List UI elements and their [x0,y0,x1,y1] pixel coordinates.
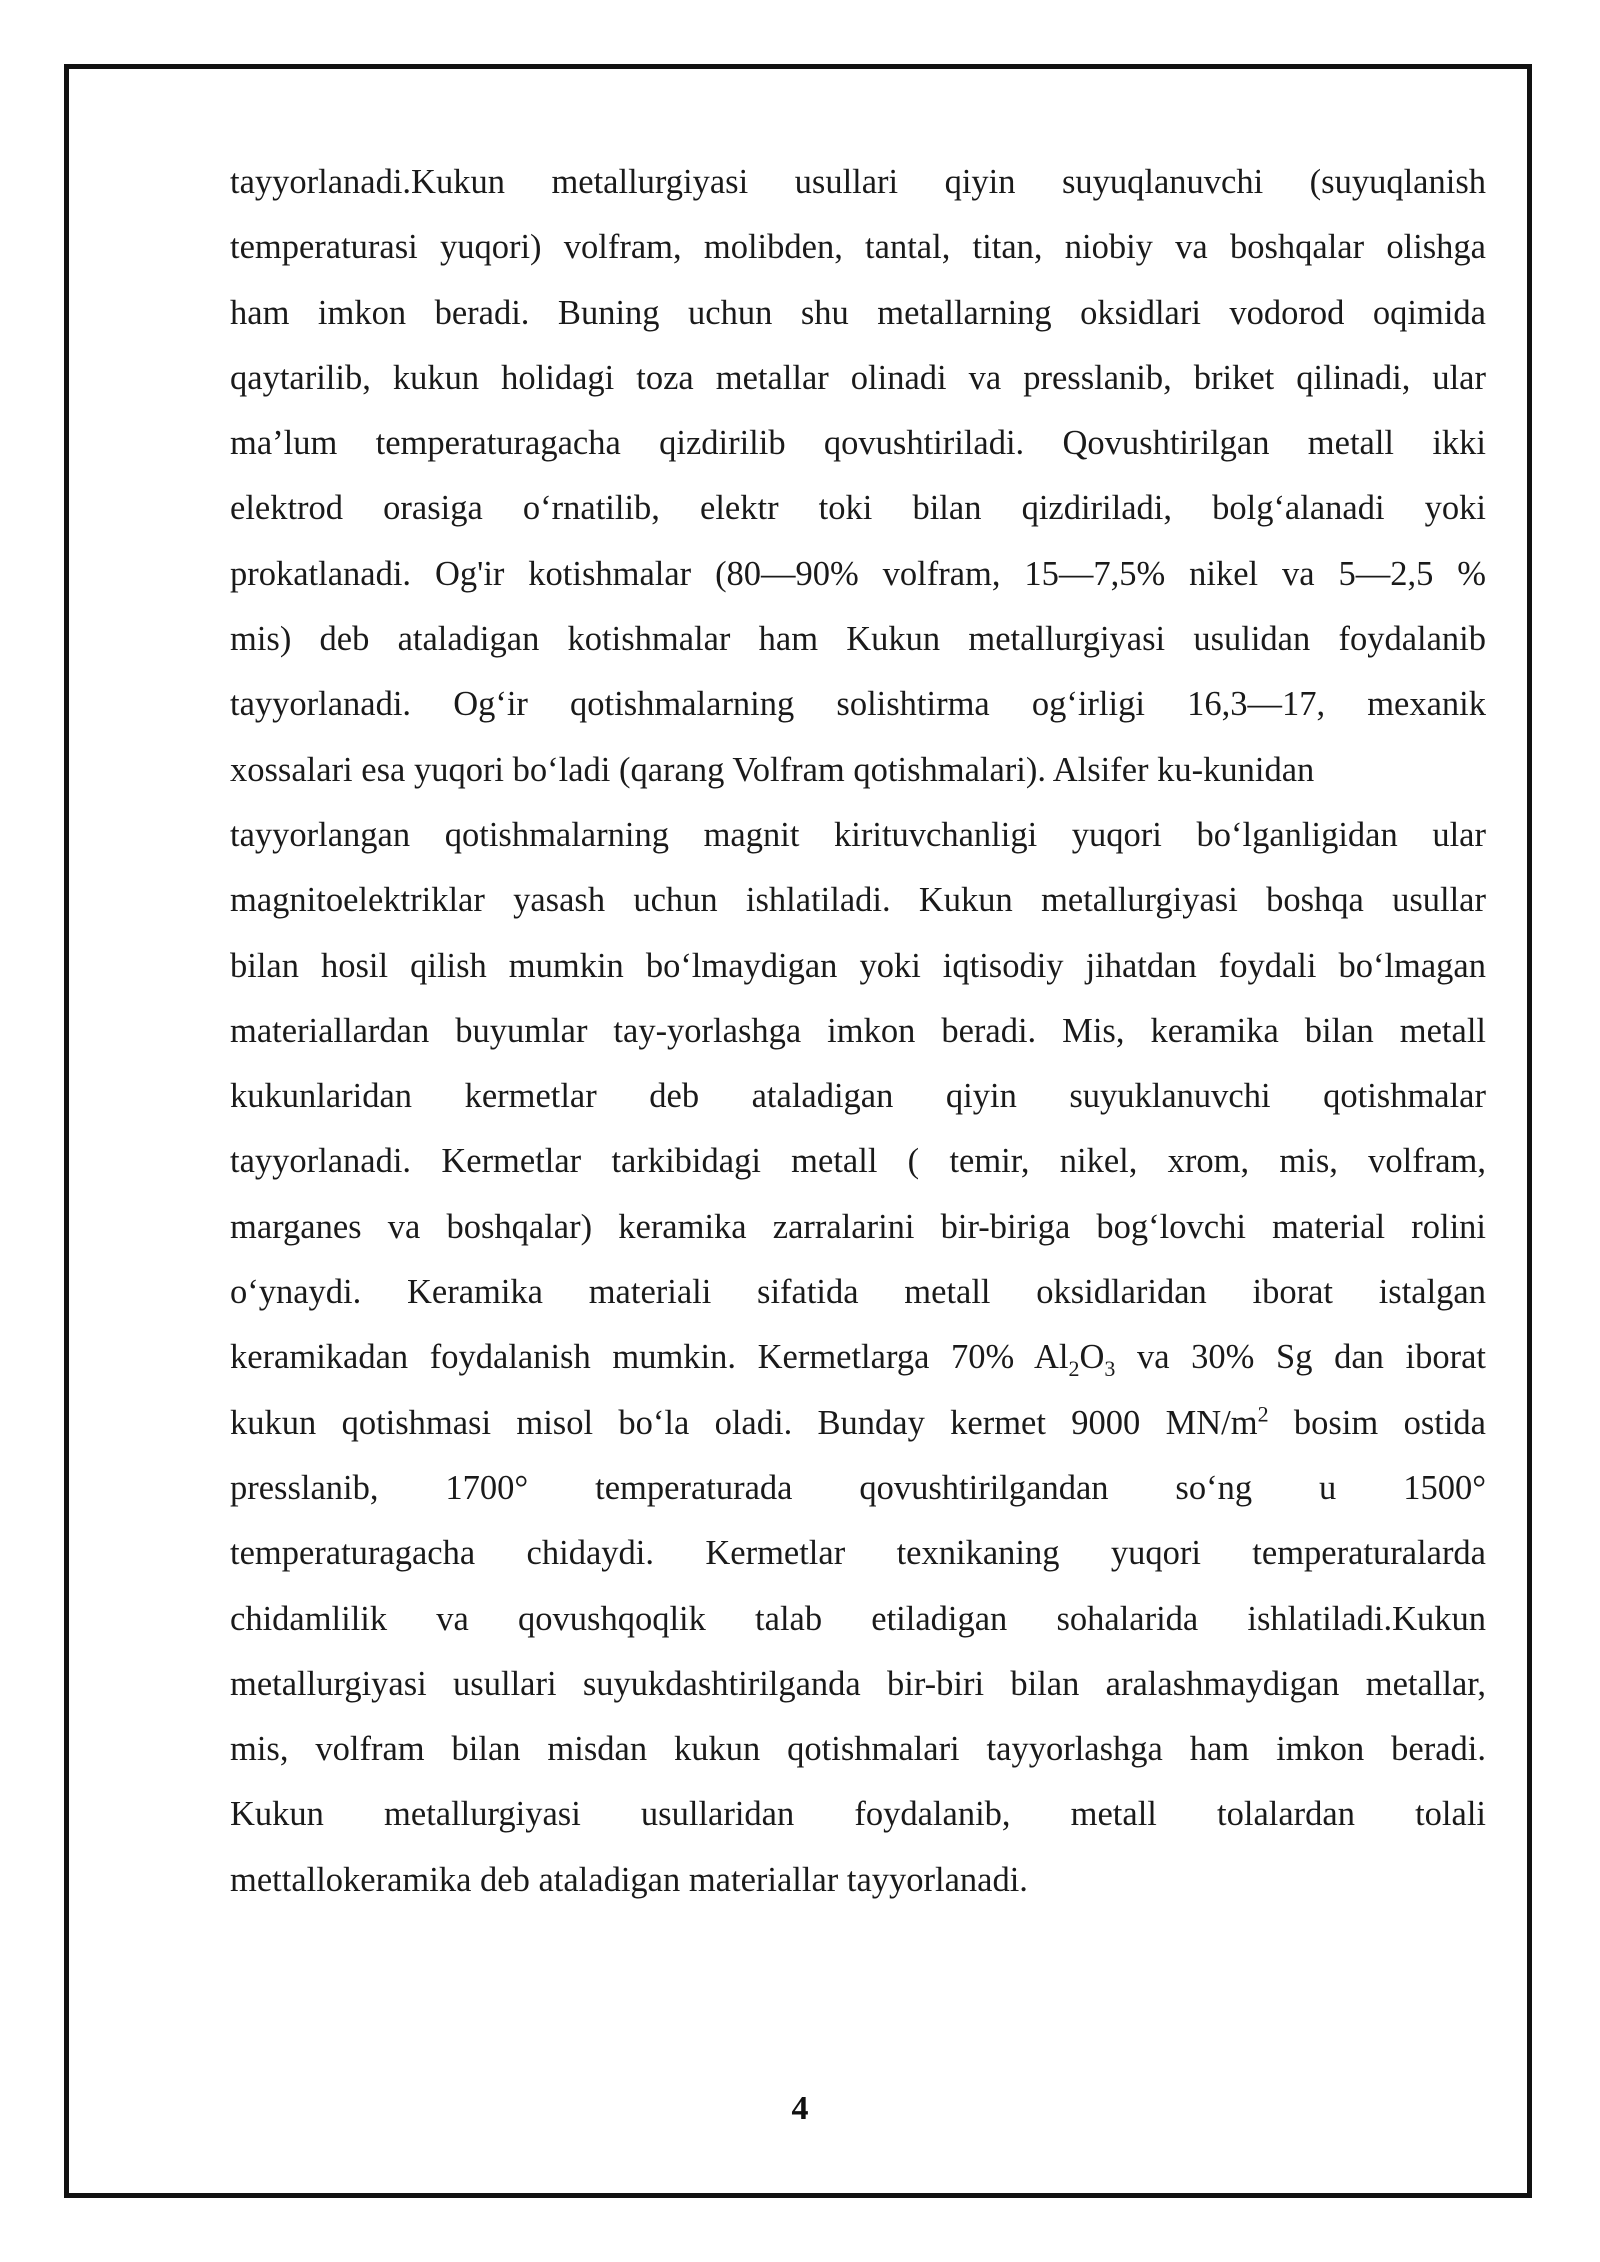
text-segment: va 30% Sg dan iborat [1115,1338,1486,1377]
text-line-unit [230,1391,1486,1456]
text-line: xossalari esa yuqori bo‘ladi (qarang Volfram qotishmalari). Alsifer ku-kunidan [230,750,1315,789]
text-line: Kukun metallurgiyasi usullaridan foydalanib, metall tolalardan tolali [230,1795,1486,1834]
text-segment: keramikadan foydalanish mumkin. Kermetlarga 70% Al [230,1338,1069,1377]
text-line: tayyorlanadi.Kukun metallurgiyasi usullari qiyin suyuqlanuvchi (suyuqlanish [230,163,1486,201]
text-line: magnitoelektriklar yasash uchun ishlatiladi. Kukun metallurgiyasi boshqa usullar [230,881,1486,920]
text-line: temperaturagacha chidaydi. Kermetlar texnikaning yuqori temperaturalarda [230,1534,1486,1573]
text-line: metallurgiyasi usullari suyukdashtirilganda bir-biri bilan aralashmaydigan metallar, [230,1664,1486,1703]
text-line: prokatlanadi. Og'ir kotishmalar (80—90% volfram, 15—7,5% nikel va 5—2,5 % [230,554,1486,593]
text-line: tayyorlangan qotishmalarning magnit kirituvchanligi yuqori bo‘lganligidan ular [230,815,1486,854]
body-text [230,150,1486,1913]
subscript: 2 [1068,1356,1080,1382]
text-segment: O [1079,1338,1105,1377]
text-line: mettallokeramika deb ataladigan materiallar tayyorlanadi. [230,1860,1028,1899]
text-line: chidamlilik va qovushqoqlik talab etiladigan sohalarida ishlatiladi.Kukun [230,1599,1486,1638]
text-line: qaytarilib, kukun holidagi toza metallar olinadi va presslanib, briket qilinadi, ular [230,358,1486,397]
text-line: o‘ynaydi. Keramika materiali sifatida metall oksidlaridan iborat istalgan [230,1273,1486,1312]
text-line: temperaturasi yuqori) volfram, molibden, tantal, titan, niobiy va boshqalar olishga [230,228,1486,267]
text-line: kukunlaridan kermetlar deb ataladigan qiyin suyuklanuvchi qotishmalar [230,1077,1486,1116]
text-line: materiallardan buyumlar tay-yorlashga imkon beradi. Mis, keramika bilan metall [230,1011,1486,1050]
superscript: 2 [1257,1401,1269,1427]
text-line-formula [230,1325,1486,1390]
text-line: tayyorlanadi. Og‘ir qotishmalarning solishtirma og‘irligi 16,3—17, mexanik [230,685,1486,724]
text-line: bilan hosil qilish mumkin bo‘lmaydigan yoki iqtisodiy jihatdan foydali bo‘lmagan [230,946,1486,985]
page-number: 4 [791,2090,809,2127]
text-line: tayyorlanadi. Kermetlar tarkibidagi metall ( temir, nikel, xrom, mis, volfram, [230,1142,1486,1181]
text-line: ma’lum temperaturagacha qizdirilib qovushtiriladi. Qovushtirilgan metall ikki [230,424,1486,463]
text-line: mis, volfram bilan misdan kukun qotishmalari tayyorlashga ham imkon beradi. [230,1730,1486,1769]
subscript: 3 [1104,1356,1116,1382]
text-line: elektrod orasiga o‘rnatilib, elektr toki bilan qizdiriladi, bolg‘alanadi yoki [230,489,1486,528]
text-segment: kukun qotishmasi misol bo‘la oladi. Bunday kermet 9000 MN/m [230,1403,1258,1442]
text-line: mis) deb ataladigan kotishmalar ham Kukun metallurgiyasi usulidan foydalanib [230,620,1486,659]
text-line: presslanib, 1700° temperaturada qovushtirilgandan so‘ng u 1500° [230,1468,1486,1507]
text-line: ham imkon beradi. Buning uchun shu metallarning oksidlari vodorod oqimida [230,293,1486,332]
text-segment: bosim ostida [1268,1403,1486,1442]
text-line: marganes va boshqalar) keramika zarralarini bir-biriga bog‘lovchi material rolini [230,1207,1486,1246]
